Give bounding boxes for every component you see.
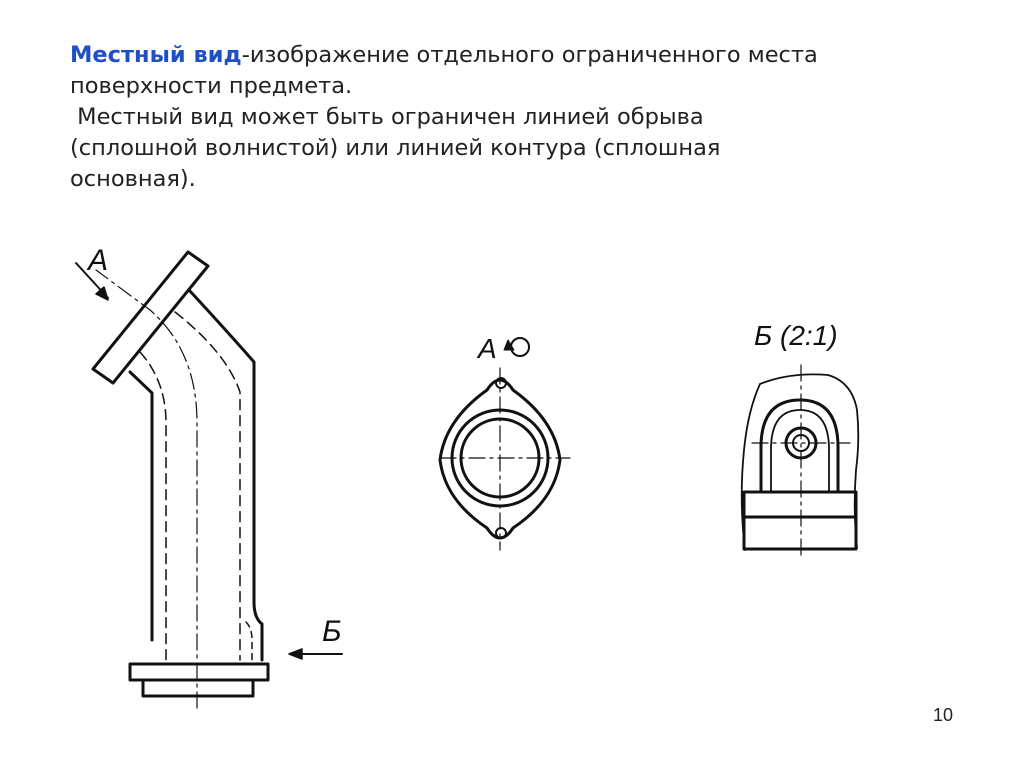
label-a: А	[88, 244, 109, 277]
bottom-flange-base	[143, 680, 253, 696]
label-b: Б	[322, 615, 342, 648]
arrow-a-head	[96, 287, 108, 300]
bent-pipe-drawing	[76, 252, 342, 708]
page-number: 10	[933, 705, 954, 725]
note-line-3: основная).	[70, 166, 196, 192]
note-line-1: Местный вид может быть ограничен линией обрыва	[70, 104, 704, 130]
view-b-title: Б (2:1)	[754, 320, 838, 351]
pipe-boss	[254, 602, 262, 660]
bottom-flange	[130, 664, 268, 680]
top-flange	[93, 252, 208, 383]
note-line-2: (сплошной волнистой) или линией контура (сплошная	[70, 135, 721, 161]
view-a-title: А	[478, 333, 497, 364]
pipe-right-outline	[189, 290, 254, 602]
pipe-left-outline	[130, 372, 152, 640]
view-b-flange-base	[744, 517, 856, 549]
view-b-drawing	[742, 365, 859, 555]
view-b-boss-outer	[761, 400, 838, 492]
arrow-b-head	[289, 649, 302, 659]
boss-inner-dashed	[246, 622, 252, 662]
pipe-axis	[96, 270, 197, 708]
view-b-flange	[744, 492, 856, 517]
view-a-drawing	[440, 338, 570, 550]
rotation-icon	[511, 338, 529, 356]
pipe-inner-dashed-right	[175, 312, 240, 660]
definition-text: -изображение отдельного ограниченного места поверхности предмета.	[70, 42, 818, 99]
term-local-view: Местный вид	[70, 42, 242, 68]
